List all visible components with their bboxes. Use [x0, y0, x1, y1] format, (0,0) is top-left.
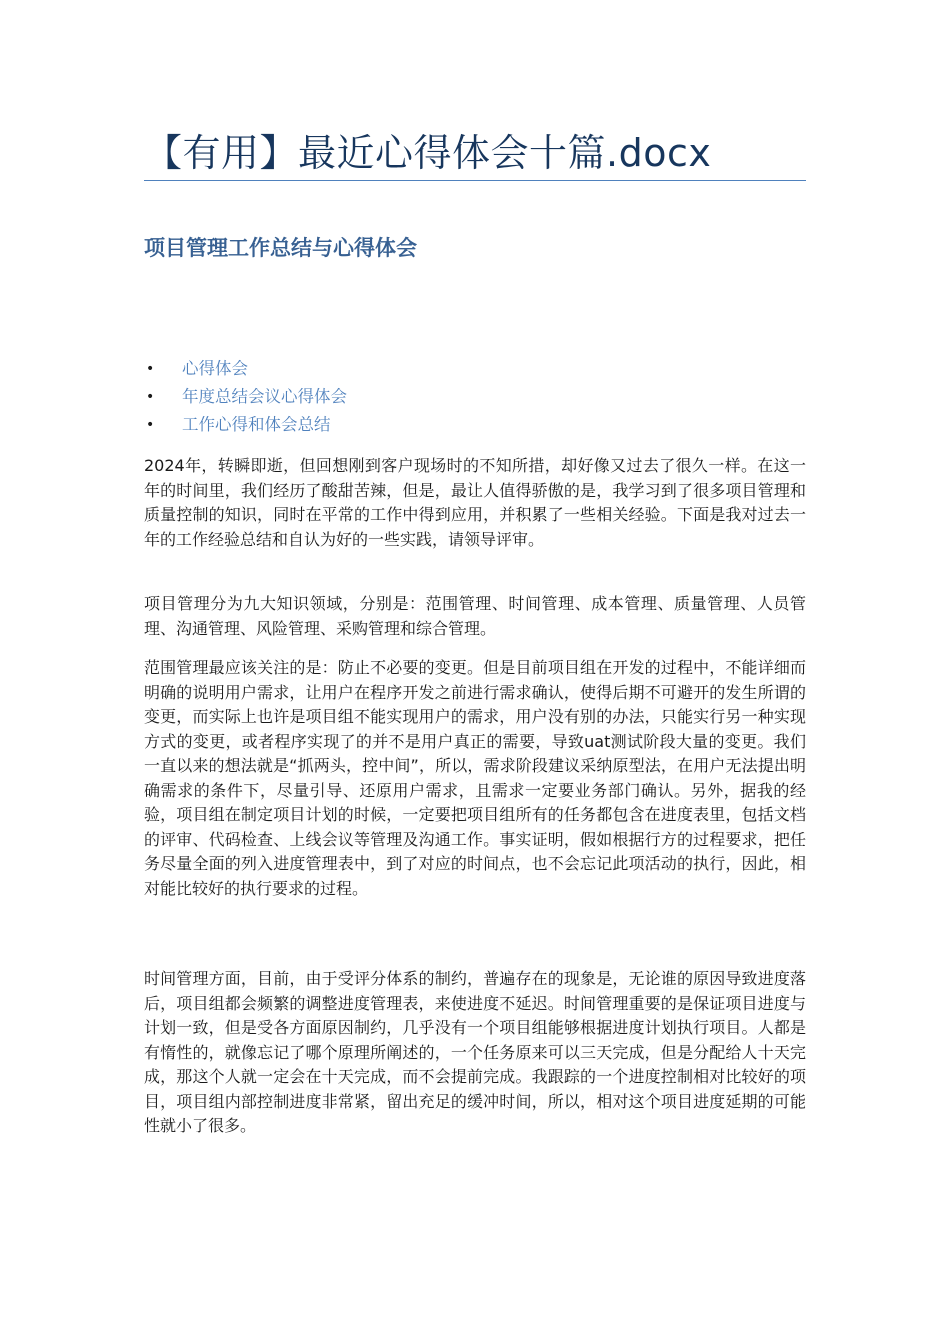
body-paragraph-intro: 2024年，转瞬即逝，但回想刚到客户现场时的不知所措，却好像又过去了很久一样。在这一年的时间里，我们经历了酸甜苦辣，但是，最让人值得骄傲的是，我学习到了很多项目管理和质量控制的知识，同时在平常的工作中得到应用，并积累了一些相关经验。下面是我对过去一年的工作经验总结和自认为好的一些实践，请领导评审。: [144, 456, 806, 549]
section-heading: 项目管理工作总结与心得体会: [144, 236, 417, 260]
related-link-label[interactable]: 心得体会: [182, 359, 248, 378]
related-link-1[interactable]: [144, 385, 347, 413]
body-paragraph-time-management: 时间管理方面，目前，由于受评分体系的制约，普遍存在的现象是，无论谁的原因导致进度落后，项目组都会频繁的调整进度管理表，来使进度不延迟。时间管理重要的是保证项目进度与计划一致，但是受各方面原因制约，几乎没有一个项目组能够根据进度计划执行项目。人都是有惰性的，就像忘记了哪个原理所阐述的，一个任务原来可以三天完成，但是分配给人十天完成，那这个人就一定会在十天完成，而不会提前完成。我跟踪的一个进度控制相对比较好的项目，项目组内部控制进度非常紧，留出充足的缓冲时间，所以，相对这个项目进度延期的可能性就小了很多。: [144, 969, 806, 1135]
related-link-label[interactable]: 工作心得和体会总结: [182, 415, 331, 434]
related-link-label[interactable]: 年度总结会议心得体会: [182, 387, 347, 406]
bullet-icon: •: [146, 361, 155, 377]
document-title: 【有用】最近心得体会十篇.docx: [144, 131, 712, 175]
body-paragraph-knowledge-areas: 项目管理分为九大知识领域，分别是：范围管理、时间管理、成本管理、质量管理、人员管理、沟通管理、风险管理、采购管理和综合管理。: [144, 594, 806, 638]
body-paragraph-scope-management: 范围管理最应该关注的是：防止不必要的变更。但是目前项目组在开发的过程中，不能详细而明确的说明用户需求，让用户在程序开发之前进行需求确认，使得后期不可避开的发生所谓的变更，而实际上也许是项目组不能实现用户的需求，用户没有别的办法，只能实行另一种实现方式的变更，或者程序实现了的并不是用户真正的需要，导致uat测试阶段大量的变更。我们一直以来的想法就是“抓两头，控中间”，所以，需求阶段建议采纳原型法，在用户无法提出明确需求的条件下，尽量引导、还原用户需求，且需求一定要业务部门确认。另外，据我的经验，项目组在制定项目计划的时候，一定要把项目组所有的任务都包含在进度表里，包括文档的评审、代码检查、上线会议等管理及沟通工作。事实证明，假如根据行方的过程要求，把任务尽量全面的列入进度管理表中，到了对应的时间点，也不会忘记此项活动的执行，因此，相对能比较好的执行要求的过程。: [144, 658, 806, 898]
bullet-icon: •: [146, 417, 155, 433]
title-divider: [144, 180, 806, 181]
related-links-list: [144, 357, 347, 441]
related-link-2[interactable]: [144, 413, 347, 441]
bullet-icon: •: [146, 389, 155, 405]
related-link-0[interactable]: [144, 357, 347, 385]
